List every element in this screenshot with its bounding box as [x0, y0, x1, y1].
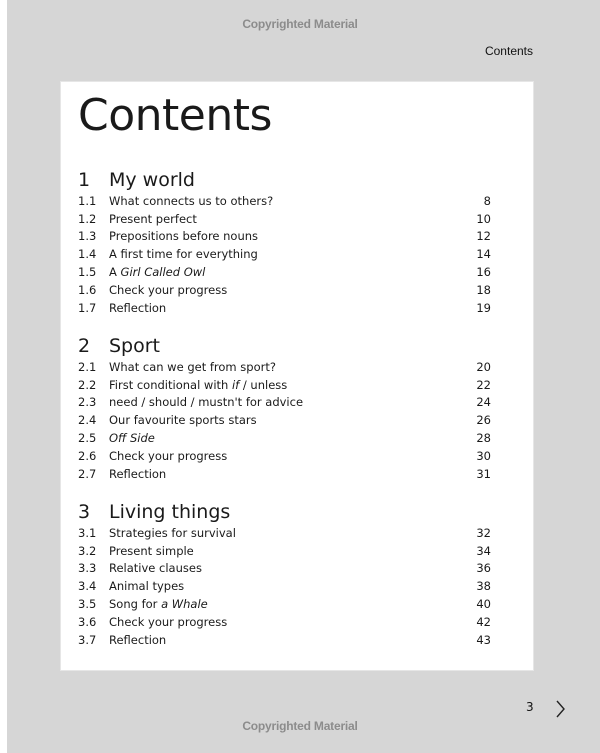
page-ref: 12: [476, 229, 491, 244]
toc-entry[interactable]: [78, 465, 491, 483]
page-ref: 31: [476, 466, 491, 481]
section-number: 2.4: [78, 413, 97, 428]
section-number: 1.5: [78, 265, 97, 280]
running-head: Contents: [484, 44, 533, 58]
page-ref: 43: [476, 632, 491, 647]
italic-title-part: Girl Called Owl: [120, 265, 206, 280]
page-ref: 26: [476, 413, 491, 428]
toc-entry[interactable]: [78, 613, 491, 631]
page-ref: 34: [476, 543, 491, 558]
toc-entry[interactable]: [78, 447, 491, 465]
page-ref: 20: [476, 359, 491, 374]
toc-entry[interactable]: [78, 376, 491, 394]
toc-entry[interactable]: [78, 577, 491, 595]
section-number: 3.2: [78, 543, 97, 558]
section-title: [109, 597, 451, 611]
section-number: 2.5: [78, 431, 97, 446]
page-ref: 30: [476, 448, 491, 463]
section-title: Prepositions before nouns: [109, 229, 259, 244]
section-title: What connects us to others?: [109, 193, 274, 208]
section-number: 3.6: [78, 614, 97, 629]
toc-entry[interactable]: [78, 263, 491, 281]
title-part: / unless: [239, 377, 288, 392]
section-number: 1.7: [78, 300, 97, 315]
italic-title-part: if: [231, 377, 240, 392]
page-ref: 28: [476, 431, 491, 446]
section-number: 3.3: [78, 561, 97, 576]
chapter-number: 1: [78, 169, 91, 191]
next-page-button[interactable]: [553, 698, 569, 720]
section-title: Reflection: [109, 300, 167, 315]
chapter-number: 3: [78, 501, 91, 523]
page-ref: 24: [476, 395, 491, 410]
toc-entry[interactable]: [78, 411, 491, 429]
page-ref: 38: [476, 579, 491, 594]
page-ref: 40: [476, 597, 491, 612]
section-number: 3.7: [78, 632, 97, 647]
section-number: 1.3: [78, 229, 97, 244]
page-ref: 16: [476, 265, 491, 280]
page-ref: 36: [476, 561, 491, 576]
chapter-heading[interactable]: [78, 168, 491, 192]
section-title: A first time for everything: [109, 247, 258, 262]
toc-entry[interactable]: [78, 299, 491, 317]
section-number: 3.4: [78, 579, 97, 594]
page-ref: 19: [476, 300, 491, 315]
section-number: 2.2: [78, 377, 97, 392]
section-title: Animal types: [109, 579, 185, 594]
page-ref: 32: [476, 525, 491, 540]
section-title: Check your progress: [109, 614, 228, 629]
page-ref: 22: [476, 377, 491, 392]
section-number: 1.1: [78, 193, 97, 208]
page-ref: 42: [476, 614, 491, 629]
italic-title-part: Off Side: [109, 431, 155, 446]
chapter-2: [78, 334, 491, 483]
section-title: Present perfect: [109, 211, 197, 226]
page-ref: 18: [476, 282, 491, 297]
chapter-heading[interactable]: [78, 500, 491, 524]
chapter-title: Living things: [109, 501, 231, 523]
section-title: Present simple: [109, 543, 194, 558]
section-title: [109, 378, 451, 392]
chevron-right-icon: [553, 698, 569, 720]
page-ref: 10: [476, 211, 491, 226]
toc-entry[interactable]: [78, 358, 491, 376]
section-number: 2.7: [78, 466, 97, 481]
section-title: Strategies for survival: [109, 525, 236, 540]
section-title: What can we get from sport?: [109, 359, 276, 374]
chapter-3: [78, 500, 491, 649]
toc-entry[interactable]: [78, 228, 491, 246]
chapter-title: My world: [109, 169, 195, 191]
toc-entry[interactable]: [78, 560, 491, 578]
chapter-title: Sport: [109, 335, 161, 357]
title-part: A: [109, 265, 121, 280]
toc-entry[interactable]: [78, 394, 491, 412]
toc-entry[interactable]: [78, 542, 491, 560]
contents-sheet: [61, 82, 533, 670]
section-number: 3.5: [78, 597, 97, 612]
page-title: Contents: [78, 90, 272, 141]
section-title: [109, 265, 451, 279]
toc-entry[interactable]: [78, 631, 491, 649]
section-title: Relative clauses: [109, 561, 202, 576]
section-number: 1.2: [78, 211, 97, 226]
chapter-1: [78, 168, 491, 317]
watermark-bottom: Copyrighted Material: [242, 719, 358, 733]
page-ref: 8: [483, 193, 491, 208]
page-ref: 14: [476, 247, 491, 262]
title-part: First conditional with: [109, 377, 232, 392]
section-number: 2.6: [78, 448, 97, 463]
section-title: Reflection: [109, 632, 167, 647]
page-number: 3: [526, 700, 534, 714]
toc-entry[interactable]: [78, 192, 491, 210]
section-number: 3.1: [78, 525, 97, 540]
toc-entry[interactable]: [78, 429, 491, 447]
section-number: 1.4: [78, 247, 97, 262]
toc-entry[interactable]: [78, 245, 491, 263]
section-title: [109, 431, 451, 445]
toc-entry[interactable]: [78, 595, 491, 613]
section-number: 1.6: [78, 282, 97, 297]
chapter-heading[interactable]: [78, 334, 491, 358]
section-title: Check your progress: [109, 448, 228, 463]
watermark-top: Copyrighted Material: [242, 17, 358, 31]
section-title: Reflection: [109, 466, 167, 481]
section-number: 2.3: [78, 395, 97, 410]
section-number: 2.1: [78, 359, 97, 374]
toc-entry[interactable]: [78, 281, 491, 299]
italic-title-part: a Whale: [161, 597, 208, 612]
section-title: need / should / mustn't for advice: [109, 395, 304, 410]
toc-entry[interactable]: [78, 210, 491, 228]
section-title: Check your progress: [109, 282, 228, 297]
chapter-number: 2: [78, 335, 91, 357]
toc-entry[interactable]: [78, 524, 491, 542]
section-title: Our favourite sports stars: [109, 413, 257, 428]
title-part: Song for: [109, 597, 162, 612]
